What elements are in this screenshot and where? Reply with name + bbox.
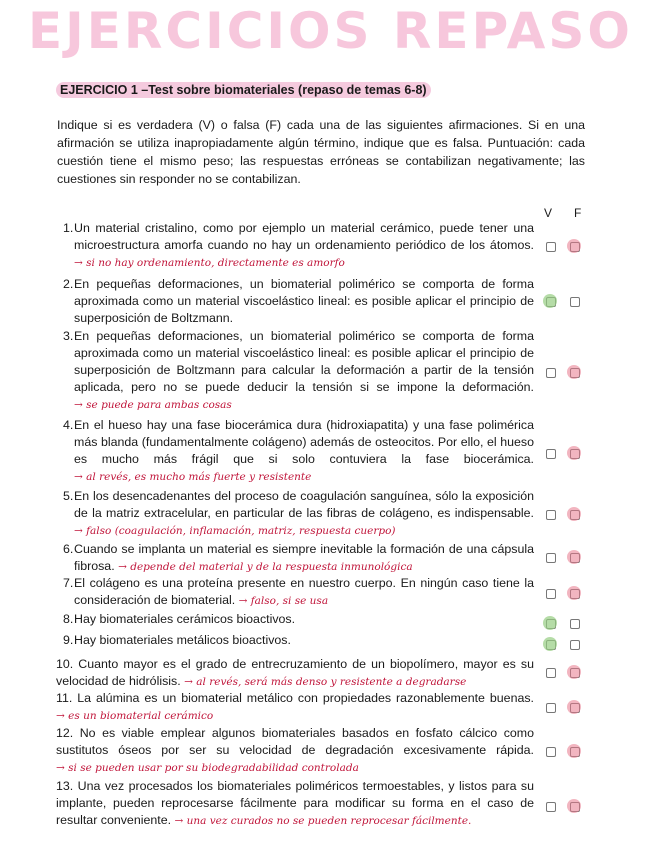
checkbox-v-q13[interactable] [546, 802, 556, 812]
question-item [56, 690, 534, 725]
checkbox-f-q9[interactable] [570, 640, 580, 650]
question-text: El colágeno es una proteína presente en nuestro cuerpo. En ningún caso tiene la consideración de biomaterial. [74, 576, 534, 607]
question-text: Hay biomateriales cerámicos bioactivos. [74, 612, 296, 626]
handwritten-note: → falso, si se usa [238, 595, 329, 607]
answer-highlight-f [567, 700, 581, 714]
handwritten-note: → depende del material y de la respuesta inmunológica [118, 561, 413, 573]
question-item [56, 632, 534, 649]
checkbox-v-q10[interactable] [546, 668, 556, 678]
question-number: 1. [63, 221, 74, 235]
question-item [56, 328, 534, 414]
question-body [56, 276, 534, 327]
question-item [56, 611, 534, 628]
question-body [56, 488, 534, 540]
answer-highlight-f [567, 586, 581, 600]
exercise-title: EJERCICIO 1 –Test sobre biomateriales (repaso de temas 6-8) [56, 82, 431, 98]
question-item [56, 276, 534, 327]
handwritten-note: → falso (coagulación, inflamación, matriz, respuesta cuerpo) [74, 525, 396, 537]
question-item [56, 488, 534, 540]
answer-highlight-v [543, 637, 557, 651]
checkbox-v-q4[interactable] [546, 449, 556, 459]
answer-highlight-f [567, 239, 581, 253]
handwritten-note: → se puede para ambas cosas [74, 399, 232, 411]
question-number: 2. [63, 277, 74, 291]
answer-highlight-f [567, 446, 581, 460]
question-text: En el hueso hay una fase biocerámica dura (hidroxiapatita) y una fase polimérica más blanda (fundamentalmente colágeno) además de osteocitos. Por ello, el hueso es mucho más frágil que si solo contuviera la fase biocerámica. [74, 418, 534, 466]
checkbox-f-q2[interactable] [570, 297, 580, 307]
answer-highlight-f [567, 665, 581, 679]
question-text: En pequeñas deformaciones, un biomaterial polimérico se comporta de forma aproximada como un material viscoelástico lineal: es posible aplicar el principio de superposición de Boltzmann. [74, 277, 534, 325]
question-text: 10. Cuanto mayor es el grado de entrecruzamiento de un biopolímero, mayor es su velocidad de hidrólisis. [56, 657, 534, 688]
page-title: EJERCICIOS REPASO [28, 2, 633, 60]
answer-highlight-f [567, 365, 581, 379]
question-body [56, 725, 534, 777]
question-number: 9. [63, 633, 74, 647]
column-v-header: V [544, 206, 553, 220]
question-text: Hay biomateriales metálicos bioactivos. [74, 633, 291, 647]
question-body [56, 778, 534, 830]
question-number: 5. [63, 489, 74, 503]
question-number: 7. [63, 576, 74, 590]
handwritten-note: → al revés, es mucho más fuerte y resistente [74, 471, 312, 483]
question-item [56, 575, 534, 610]
checkbox-v-q6[interactable] [546, 553, 556, 563]
checkbox-v-q1[interactable] [546, 242, 556, 252]
question-item [56, 656, 534, 691]
answer-highlight-f [567, 507, 581, 521]
handwritten-note: → si no hay ordenamiento, directamente es amorfo [74, 257, 345, 269]
handwritten-note: → una vez curados no se pueden reprocesar fácilmente. [174, 815, 472, 827]
question-body [56, 632, 534, 649]
question-text: Un material cristalino, como por ejemplo un material cerámico, puede tener una microestructura amorfa cuando no hay un ordenamiento periódico de los átomos. [74, 221, 534, 252]
column-f-header: F [574, 206, 582, 220]
question-item [56, 220, 534, 272]
answer-highlight-f [567, 744, 581, 758]
question-number: 3. [63, 329, 74, 343]
question-text: En los desencadenantes del proceso de coagulación sanguínea, sólo la exposición de la matriz extracelular, en particular de las fibras de colágeno, es indispensable. [74, 489, 534, 520]
instructions: Indique si es verdadera (V) o falsa (F) cada una de las siguientes afirmaciones. Si en una afirmación se utiliza inapropiadamente algún término, indique que es falsa. Puntuación: cada cuestión tiene el mismo peso; las respuestas erróneas se contabilizan negativamente; las cuestiones sin responder no se contabilizan. [57, 118, 585, 186]
question-number: 6. [63, 542, 74, 556]
answer-highlight-f [567, 550, 581, 564]
handwritten-note: → al revés, será más denso y resistente a degradarse [184, 676, 467, 688]
question-body [56, 611, 534, 628]
checkbox-v-q12[interactable] [546, 747, 556, 757]
question-body [56, 575, 534, 610]
checkbox-v-q7[interactable] [546, 589, 556, 599]
checkbox-v-q11[interactable] [546, 703, 556, 713]
question-item [56, 417, 534, 486]
question-number: 4. [63, 418, 74, 432]
question-text: 13. Una vez procesados los biomateriales poliméricos termoestables, y listos para su implante, pueden reprocesarse fácilmente para modificar su forma en el caso de resultar conveniente. [56, 779, 534, 827]
answer-highlight-v [543, 616, 557, 630]
question-text: Cuando se implanta un material es siempre inevitable la formación de una cápsula fibrosa. [74, 542, 534, 573]
question-body [56, 328, 534, 414]
question-body [56, 541, 534, 576]
checkbox-f-q8[interactable] [570, 619, 580, 629]
question-body [56, 417, 534, 486]
checkbox-v-q5[interactable] [546, 510, 556, 520]
question-body [56, 220, 534, 272]
question-text: 12. No es viable emplear algunos biomateriales basados en fosfato cálcico como sustitutos óseos por ser su velocidad de degradación excesivamente rápida. [56, 726, 534, 757]
question-item [56, 778, 534, 830]
question-body [56, 690, 534, 725]
question-body [56, 656, 534, 691]
answer-highlight-f [567, 799, 581, 813]
handwritten-note: → si se pueden usar por su biodegradabilidad controlada [56, 762, 359, 774]
question-item [56, 541, 534, 576]
question-number: 8. [63, 612, 74, 626]
checkbox-v-q3[interactable] [546, 368, 556, 378]
answer-highlight-v [543, 294, 557, 308]
question-text: 11. La alúmina es un biomaterial metálico con propiedades razonablemente buenas. [56, 691, 534, 705]
handwritten-note: → es un biomaterial cerámico [56, 710, 214, 722]
question-text: En pequeñas deformaciones, un biomaterial polimérico se comporta de forma aproximada como un material viscoelástico lineal: es posible aplicar el principio de superposición de Boltzmann para calcular la deformación a partir de la tensión aplicada, pero no se puede deducir la tensión si se impone la deformación. [74, 329, 534, 394]
question-item [56, 725, 534, 777]
